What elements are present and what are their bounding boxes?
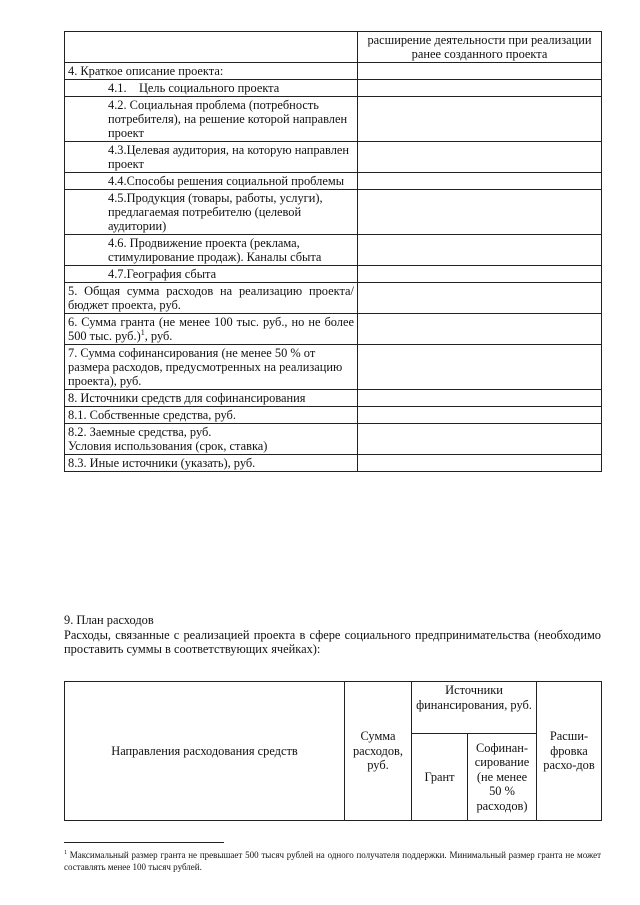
row-label: 4.1. Цель социального проекта bbox=[65, 80, 358, 97]
table-row bbox=[65, 190, 602, 235]
footnote-mark: 1 bbox=[64, 850, 67, 856]
row-value[interactable] bbox=[358, 314, 602, 345]
row-value[interactable] bbox=[358, 97, 602, 142]
grant-label-unit: , руб. bbox=[144, 329, 173, 343]
table-row bbox=[65, 142, 602, 173]
footnote bbox=[64, 849, 601, 873]
row-value[interactable] bbox=[358, 190, 602, 235]
row-label bbox=[65, 314, 358, 345]
row-value[interactable] bbox=[358, 63, 602, 80]
table-row bbox=[65, 390, 602, 407]
row-label bbox=[65, 32, 358, 63]
row-label: 4.7.География сбыта bbox=[65, 266, 358, 283]
section-title: 9. План расходов bbox=[64, 613, 154, 627]
row-value[interactable] bbox=[358, 455, 602, 472]
row-value[interactable] bbox=[358, 424, 602, 455]
header-sum: Сумма расходов, руб. bbox=[345, 682, 412, 821]
table-row bbox=[65, 32, 602, 63]
expense-plan-section bbox=[64, 613, 601, 657]
row-label: 4. Краткое описание проекта: bbox=[65, 63, 358, 80]
header-grant: Грант bbox=[412, 734, 468, 821]
table-row bbox=[65, 424, 602, 455]
table-row bbox=[65, 314, 602, 345]
row-value[interactable] bbox=[358, 173, 602, 190]
header-sources: Источники финансирования, руб. bbox=[412, 682, 537, 734]
loan-terms-label: Условия использования (срок, ставка) bbox=[68, 439, 268, 453]
table-row bbox=[65, 283, 602, 314]
row-value[interactable] bbox=[358, 80, 602, 97]
row-label: 5. Общая сумма расходов на реализацию проекта/бюджет проекта, руб. bbox=[65, 283, 358, 314]
table-row bbox=[65, 345, 602, 390]
row-value[interactable] bbox=[358, 142, 602, 173]
table-row bbox=[65, 455, 602, 472]
project-info-table bbox=[64, 31, 602, 472]
row-label: 4.5.Продукция (товары, работы, услуги), предлагаемая потребителю (целевой аудитории) bbox=[65, 190, 358, 235]
row-label bbox=[65, 424, 358, 455]
header-breakdown: Расши-фровка расхо-дов bbox=[537, 682, 602, 821]
row-value[interactable] bbox=[358, 266, 602, 283]
table-row bbox=[65, 266, 602, 283]
row-label: 7. Сумма софинансирования (не менее 50 % от размера расходов, предусмотренных на реализацию проекта), руб. bbox=[65, 345, 358, 390]
header-direction: Направления расходования средств bbox=[65, 682, 345, 821]
footnote-text: Максимальный размер гранта не превышает 500 тысяч рублей на одного получателя поддержки. Минимальный размер гранта не может составлять менее 100 тысяч рублей. bbox=[64, 850, 601, 872]
table-header-row bbox=[65, 682, 602, 734]
grant-label-text: 6. Сумма гранта (не менее 100 тыс. руб., но не более 500 тыс. руб.) bbox=[68, 315, 354, 343]
table-row bbox=[65, 235, 602, 266]
row-value[interactable] bbox=[358, 390, 602, 407]
footnote-separator bbox=[64, 842, 224, 843]
row-value[interactable] bbox=[358, 235, 602, 266]
row-label: 4.4.Способы решения социальной проблемы bbox=[65, 173, 358, 190]
table-row bbox=[65, 80, 602, 97]
row-value[interactable] bbox=[358, 345, 602, 390]
row-value[interactable] bbox=[358, 283, 602, 314]
header-cofinancing: Софинан-сирование (не менее 50 % расходов) bbox=[468, 734, 537, 821]
row-value[interactable]: расширение деятельности при реализации ранее созданного проекта bbox=[358, 32, 602, 63]
table-row bbox=[65, 63, 602, 80]
row-value[interactable] bbox=[358, 407, 602, 424]
table-row bbox=[65, 97, 602, 142]
row-label: 8. Источники средств для софинансирования bbox=[65, 390, 358, 407]
row-label: 8.1. Собственные средства, руб. bbox=[65, 407, 358, 424]
table-row bbox=[65, 173, 602, 190]
section-intro: Расходы, связанные с реализацией проекта в сфере социального предпринимательства (необходимо проставить суммы в соответствующих ячейках): bbox=[64, 627, 601, 656]
row-label: 4.6. Продвижение проекта (реклама, стимулирование продаж). Каналы сбыта bbox=[65, 235, 358, 266]
table-row bbox=[65, 407, 602, 424]
row-label: 8.3. Иные источники (указать), руб. bbox=[65, 455, 358, 472]
row-label: 4.2. Социальная проблема (потребность потребителя), на решение которой направлен проект bbox=[65, 97, 358, 142]
expense-table bbox=[64, 681, 602, 821]
row-label: 4.3.Целевая аудитория, на которую направлен проект bbox=[65, 142, 358, 173]
footnote-ref[interactable]: 1 bbox=[140, 327, 145, 337]
loan-label: 8.2. Заемные средства, руб. bbox=[68, 425, 212, 439]
